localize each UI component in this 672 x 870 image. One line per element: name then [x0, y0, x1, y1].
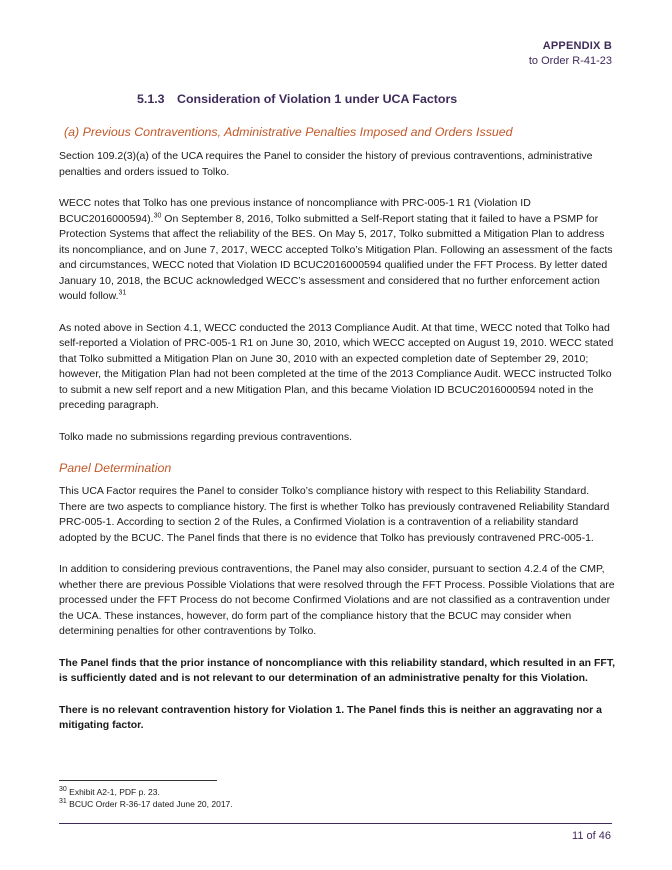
finding-paragraph: The Panel finds that the prior instance of noncompliance with this reliability standard, which resulted in an FFT, is sufficiently dated and is not relevant to our determination of an administrative penalty for this Violation.: [59, 656, 615, 684]
paragraph: As noted above in Section 4.1, WECC conducted the 2013 Compliance Audit. At that time, WECC noted that Tolko had self-reported a Violation of PRC-005-1 R1 on June 30, 2010, which WECC accepted on August 19, 2010. WECC stated that Tolko submitted a Mitigation Plan on June 30, 2010 with an expected completion date of September 29, 2010; however, the Mitigation Plan had not been completed at the time of the 2013 Compliance Audit. WECC instructed Tolko to submit a new self report and a new Mitigation Plan, and this became Violation ID BCUC2016000594 noted in the preceding paragraph.: [59, 321, 614, 411]
footnote: [59, 798, 233, 810]
footnote-divider: [59, 780, 217, 781]
appendix-title: APPENDIX B: [542, 40, 612, 52]
footer-divider: [59, 823, 612, 824]
footnote-number: 30: [59, 786, 67, 794]
section-title: Consideration of Violation 1 under UCA Factors: [177, 92, 458, 106]
footnotes: [59, 786, 233, 810]
paragraph: In addition to considering previous contraventions, the Panel may also consider, pursuant to section 4.2.4 of the CMP, whether there are previous Possible Violations that were resolved through the FFT Process. Possible Violations that are processed under the FFT Process do not become Confirmed Violations and are not classified as a contravention under the UCA. These instances, however, do form part of the compliance history that the BCUC may consider when determining penalties for other contraventions by Tolko.: [59, 563, 615, 637]
order-reference: to Order R-41-23: [528, 55, 612, 67]
paragraph: This UCA Factor requires the Panel to consider Tolko’s compliance history with respect to this Reliability Standard. There are two aspects to compliance history. The first is whether Tolko has previously contravened Reliability Standard PRC-005-1. According to section 2 of the Rules, a Confirmed Violation is a contravention of a reliability standard adopted by the BCUC. The Panel finds that there is no evidence that Tolko has previously contravened PRC-005-1.: [59, 485, 610, 544]
page-header: [529, 39, 612, 69]
footnote: [59, 786, 233, 798]
section-heading: [137, 92, 616, 106]
subsection-heading: (a) Previous Contraventions, Administrative Penalties Imposed and Orders Issued: [64, 125, 513, 139]
footnote-ref[interactable]: 30: [153, 212, 162, 219]
document-body: [59, 92, 616, 750]
page-number: 11 of 46: [572, 830, 611, 842]
paragraph-text: On September 8, 2016, Tolko submitted a Self-Report stating that it failed to have a PSMP for Protection Systems that affect the reliability of the BES. On May 5, 2017, Tolko submitted a Mitigation Plan to address its noncompliance, and on June 7, 2017, WECC accepted Tolko’s Mitigation Plan. Following an assessment of the facts and circumstances, WECC noted that Violation ID BCUC2016000594 qualified under the FFT Process. By letter dated January 10, 2018, the BCUC acknowledged WECC’s assessment and considered that no further enforcement action would follow.: [59, 212, 613, 302]
footnote-text: BCUC Order R-36-17 dated June 20, 2017.: [66, 799, 233, 809]
paragraph-text: WECC notes that Tolko has one previous instance of noncompliance with PRC-005-1 R1 (Violation ID BCUC2016000594).: [59, 197, 531, 225]
footnote-ref[interactable]: 31: [118, 289, 127, 297]
paragraph: [59, 196, 616, 305]
paragraph: Tolko made no submissions regarding previous contraventions.: [59, 430, 352, 443]
section-number: 5.1.3: [137, 92, 165, 106]
footnote-number: 31: [59, 798, 67, 806]
paragraph: Section 109.2(3)(a) of the UCA requires the Panel to consider the history of previous contraventions, administrative penalties and orders issued to Tolko.: [59, 150, 593, 178]
panel-determination-heading: Panel Determination: [59, 461, 172, 475]
footnote-text: Exhibit A2-1, PDF p. 23.: [66, 787, 160, 797]
finding-paragraph: There is no relevant contravention history for Violation 1. The Panel finds this is neither an aggravating nor a mitigating factor.: [59, 703, 603, 731]
